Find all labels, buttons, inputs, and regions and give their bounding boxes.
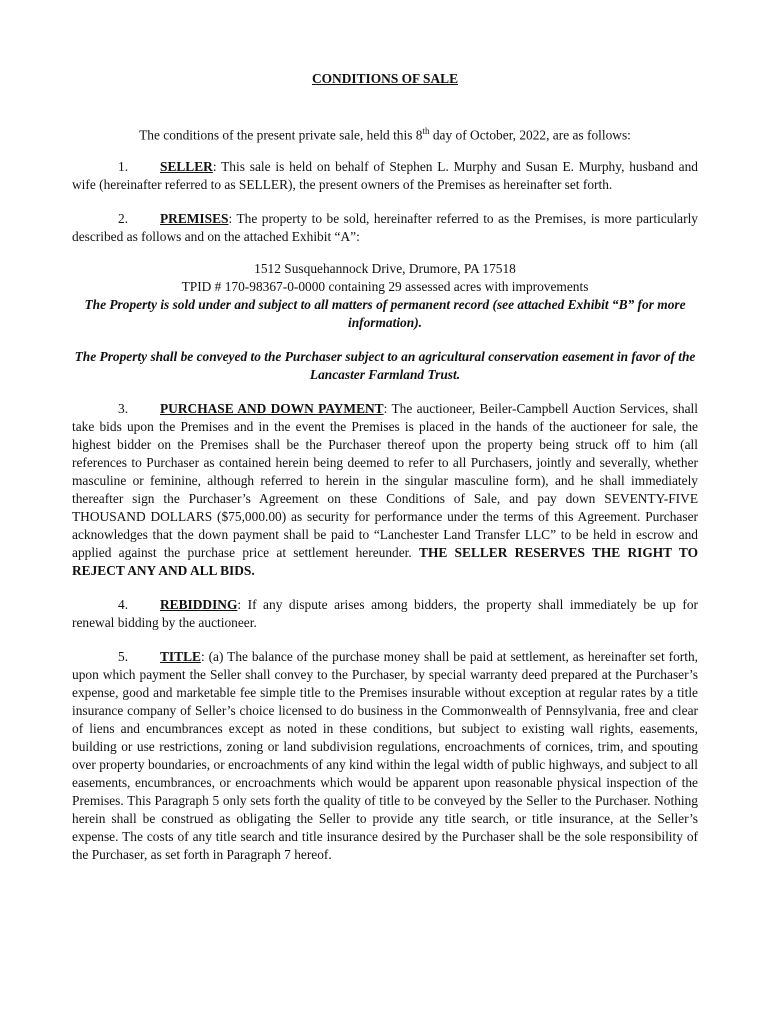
- section-rebidding: [72, 596, 698, 632]
- section-body: : If any dispute arises among bidders, the property shall immediately be up for renewal bidding by the auctioneer.: [72, 597, 698, 631]
- document-title: CONDITIONS OF SALE: [311, 71, 459, 86]
- premises-easement-note: The Property shall be conveyed to the Purchaser subject to an agricultural conservation easement in favor of the Lancaster Farmland Trust.: [74, 349, 696, 383]
- section-heading: PURCHASE AND DOWN PAYMENT: [160, 401, 384, 417]
- section-heading: SELLER: [160, 159, 213, 175]
- section-body: : The auctioneer, Beiler-Campbell Auction Services, shall take bids upon the Premises and in the event the Premises is placed in the hands of the auctioneer for sale, the highest bidder on the Premises shall be the Purchaser thereof upon the property being struck off to him (all references to Purchaser as contained herein being deemed to refer to all Purchasers, jointly and severally, whether masculine or feminine, although referred to herein in the singular masculine form), and he shall immediately thereafter sign the Purchaser’s Agreement on these Conditions of Sale, and pay down SEVENTY-FIVE THOUSAND DOLLARS ($75,000.00) as security for performance under the terms of this Agreement. Purchaser acknowledges that the down payment shall be paid to “Lanchester Land Transfer LLC” to be held in escrow and applied against the purchase price at settlement hereunder.: [72, 401, 698, 561]
- section-title: [72, 648, 698, 864]
- intro-ordinal-suffix: th: [422, 126, 430, 136]
- section-premises: [72, 210, 698, 246]
- section-body: : The property to be sold, hereinafter referred to as the Premises, is more particularly described as follows and on the attached Exhibit “A”:: [72, 211, 698, 245]
- section-heading: TITLE: [160, 649, 201, 665]
- premises-description: [72, 260, 698, 332]
- document-page: [72, 70, 698, 880]
- section-seller: [72, 158, 698, 194]
- section-number: 3.: [118, 401, 129, 417]
- intro-text-after: day of October, 2022, are as follows:: [429, 127, 631, 143]
- premises-record-note: The Property is sold under and subject to all matters of permanent record (see attached Exhibit “B” for more information).: [84, 297, 686, 331]
- section-purchase-down-payment: [72, 400, 698, 580]
- section-number: 2.: [118, 211, 129, 227]
- section-number: 1.: [118, 159, 129, 175]
- section-heading: PREMISES: [160, 211, 229, 227]
- section-body: : This sale is held on behalf of Stephen L. Murphy and Susan E. Murphy, husband and wife (hereinafter referred to as SELLER), the present owners of the Premises as hereinafter set forth.: [72, 159, 698, 193]
- premises-tpid: TPID # 170-98367-0-0000 containing 29 assessed acres with improvements: [181, 279, 589, 295]
- section-number: 4.: [118, 597, 129, 613]
- section-body: : (a) The balance of the purchase money shall be paid at settlement, as hereinafter set forth, upon which payment the Seller shall convey to the Purchaser, by special warranty deed prepared at the Purchaser’s expense, good and marketable fee simple title to the Premises insurable without exception at regular rates by a title insurance company of Seller’s choice licensed to do business in the Commonwealth of Pennsylvania, free and clear of liens and encumbrances except as noted in these conditions, but subject to existing wall rights, easements, building or use restrictions, zoning or land subdivision regulations, encroachments of cornices, trim, and spouting over property boundaries, or encroachments of any kind within the legal width of public highways, and subject to all easements, encumbrances, or encroachments which would be apparent upon reasonable physical inspection of the Premises. This Paragraph 5 only sets forth the quality of title to be conveyed by the Seller to the Purchaser. Nothing herein shall be construed as obligating the Seller to provide any title search, or title insurance, at the Seller’s expense. The costs of any title search and title insurance desired by the Purchaser shall be the sole responsibility of the Purchaser, as set forth in Paragraph 7 hereof.: [72, 649, 698, 863]
- section-heading: REBIDDING: [160, 597, 238, 613]
- premises-address: 1512 Susquehannock Drive, Drumore, PA 17518: [254, 261, 516, 277]
- section-bold-statement: THE SELLER RESERVES THE RIGHT TO REJECT ANY AND ALL BIDS.: [72, 545, 698, 579]
- section-number: 5.: [118, 649, 129, 665]
- intro-paragraph: [72, 122, 698, 144]
- intro-text-before: The conditions of the present private sale, held this 8: [139, 127, 423, 143]
